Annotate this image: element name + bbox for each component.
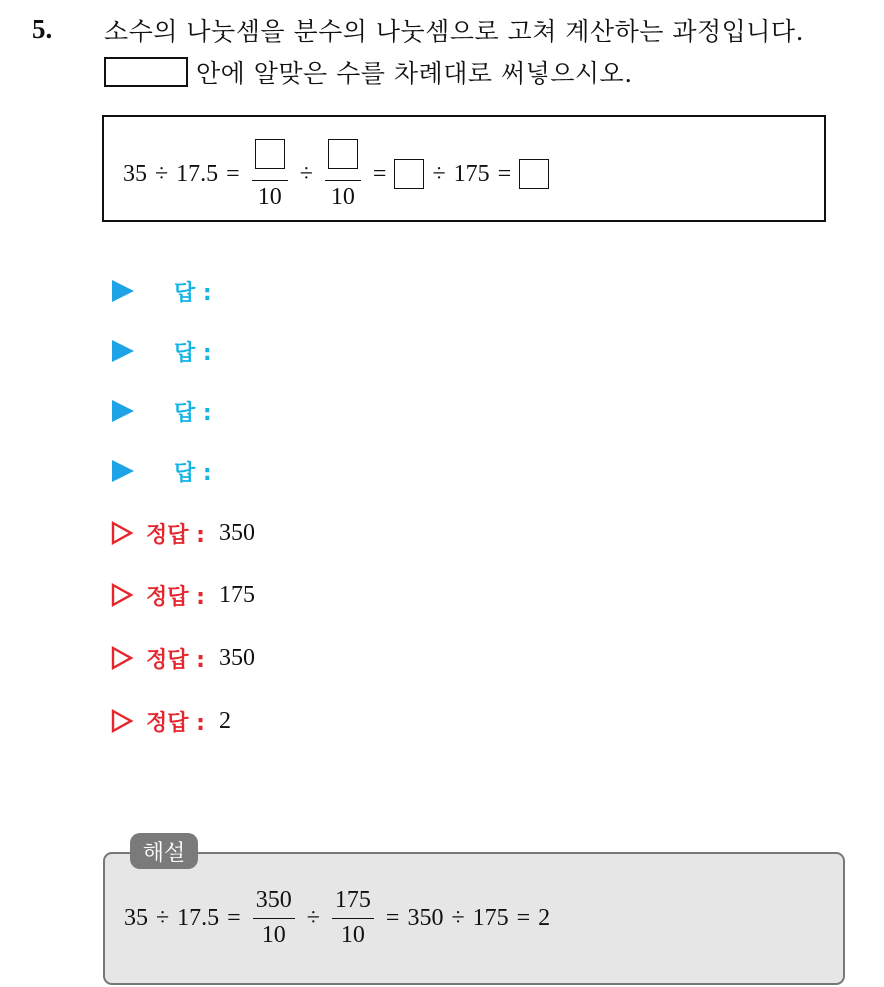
fraction-bar [252, 180, 288, 181]
correct-answer-value: 175 [218, 581, 255, 608]
correct-answer-value: 350 [218, 644, 255, 671]
eq-divisor: 17.5 [176, 160, 219, 187]
eq-divide-sign: ÷ [155, 160, 169, 187]
expl-fraction-2-denominator: 10 [340, 921, 365, 948]
question-equation [123, 137, 549, 211]
eq-const-divisor: 175 [453, 160, 490, 187]
eq-fraction-2-numerator [325, 137, 361, 177]
expl-dividend: 35 [124, 904, 148, 931]
expl-fraction-1-numerator: 350 [255, 887, 292, 913]
eq-equals-sign: = [497, 160, 512, 187]
answer-label: 답 : [174, 340, 212, 366]
explanation-equation [124, 887, 550, 949]
correct-answer-value: 350 [218, 519, 255, 546]
expl-result: 2 [538, 904, 551, 931]
fraction-bar [253, 918, 295, 919]
eq-fraction-1 [252, 137, 288, 211]
answer-label: 답 : [174, 280, 212, 306]
correct-answer-label: 정답 : [146, 522, 205, 548]
expl-fraction-2 [332, 887, 374, 949]
outline-triangle-icon [110, 646, 134, 670]
answer-blank-4[interactable] [519, 159, 549, 189]
answer-row [110, 336, 212, 366]
question-number: 5. [32, 14, 53, 44]
expl-divisor: 17.5 [177, 904, 220, 931]
fraction-bar [325, 180, 361, 181]
answer-label: 답 : [174, 460, 212, 486]
correct-answer-label: 정답 : [146, 710, 205, 736]
answer-marker-icon [112, 340, 134, 362]
expl-step-divisor: 175 [472, 904, 509, 931]
correct-answer-label: 정답 : [146, 647, 205, 673]
eq-fraction-1-numerator [252, 137, 288, 177]
correct-answer-row [110, 518, 255, 548]
correct-answer-label: 정답 : [146, 584, 205, 610]
correct-answer-value: 2 [218, 707, 231, 734]
expl-divide-sign: ÷ [451, 904, 465, 931]
eq-equals-sign: = [226, 160, 240, 187]
eq-dividend: 35 [123, 160, 147, 187]
answer-marker-icon [112, 280, 134, 302]
eq-equals-sign: = [372, 160, 387, 187]
expl-step-dividend: 350 [407, 904, 444, 931]
answer-row [110, 456, 212, 486]
question-text-line2: 안에 알맞은 수를 차례대로 써넣으시오. [196, 59, 633, 88]
expl-fraction-1-denominator: 10 [261, 921, 286, 948]
answer-marker-icon [112, 400, 134, 422]
expl-equals-sign: = [385, 904, 400, 931]
eq-divide-sign: ÷ [432, 160, 446, 187]
expl-equals-sign: = [227, 904, 241, 931]
answer-row [110, 396, 212, 426]
correct-answer-row [110, 706, 231, 736]
expl-fraction-1 [253, 887, 295, 949]
correct-answer-row [110, 580, 255, 610]
eq-divide-sign: ÷ [299, 160, 313, 187]
eq-fraction-1-denominator: 10 [257, 183, 282, 210]
eq-fraction-2-denominator: 10 [330, 183, 355, 210]
question-text-line1: 소수의 나눗셈을 분수의 나눗셈으로 고쳐 계산하는 과정입니다. [104, 17, 805, 46]
answer-blank-1[interactable] [255, 139, 285, 169]
expl-fraction-2-numerator: 175 [334, 887, 371, 913]
answer-blank-3[interactable] [394, 159, 424, 189]
expl-divide-sign: ÷ [306, 904, 320, 931]
question-text-line2-row [104, 54, 633, 90]
answer-blank-2[interactable] [328, 139, 358, 169]
eq-fraction-2 [325, 137, 361, 211]
outline-triangle-icon [110, 709, 134, 733]
expl-divide-sign: ÷ [156, 904, 170, 931]
outline-triangle-icon [110, 583, 134, 607]
answer-marker-icon [112, 460, 134, 482]
explanation-tab: 해설 [130, 833, 198, 869]
outline-triangle-icon [110, 521, 134, 545]
expl-equals-sign: = [516, 904, 531, 931]
fraction-bar [332, 918, 374, 919]
blank-box-icon [104, 57, 188, 87]
correct-answer-row [110, 643, 255, 673]
answer-row [110, 276, 212, 306]
answer-label: 답 : [174, 400, 212, 426]
